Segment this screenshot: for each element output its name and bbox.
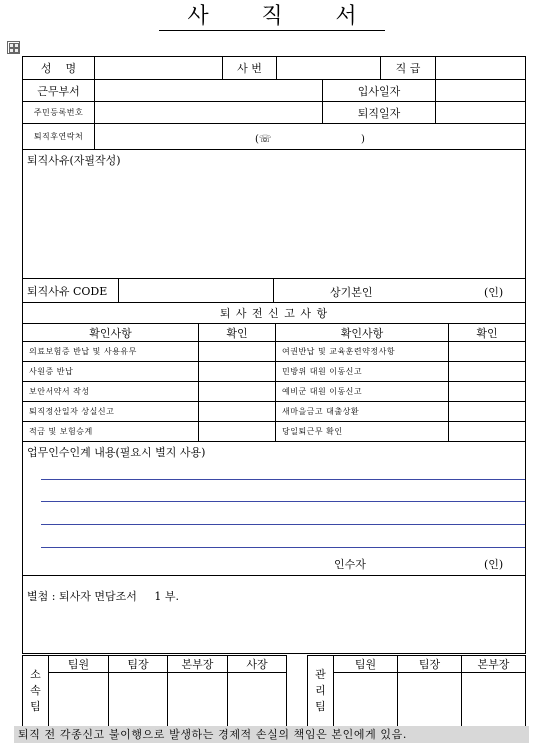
title-char: 사 (187, 4, 209, 29)
checklist-item: 새마을금고 대출상환 (276, 402, 449, 422)
receiver-label: 인수자 (334, 558, 366, 571)
attachment-section[interactable] (23, 576, 526, 654)
checklist-item: 적금 및 보험승계 (23, 422, 199, 442)
contact-field[interactable] (95, 124, 526, 150)
approval-col-header: 사장 (228, 656, 287, 673)
check-cell[interactable] (199, 422, 276, 442)
telephone-close: ) (361, 134, 365, 145)
join-date-label: 입사일자 (323, 80, 436, 102)
attachment-count: 1 부. (154, 590, 179, 603)
check-cell[interactable] (199, 382, 276, 402)
report-checklist-table (22, 302, 526, 442)
check-cell[interactable] (199, 362, 276, 382)
table-row (23, 382, 526, 402)
management-team-label: 관 리 팀 (308, 656, 334, 727)
resident-number-label: 주민등록번호 (23, 102, 95, 124)
table-row (23, 422, 526, 442)
name-label: 성 명 (23, 57, 95, 80)
check-cell[interactable] (449, 362, 526, 382)
table-row (23, 402, 526, 422)
signature-box[interactable] (228, 673, 287, 727)
approval-col-header: 팀원 (334, 656, 398, 673)
checklist-item: 당일퇴근무 확인 (276, 422, 449, 442)
column-header-item: 확인사항 (23, 324, 199, 342)
rank-field[interactable] (436, 57, 526, 80)
approval-col-header: 팀장 (109, 656, 168, 673)
checklist-item: 퇴직정산일자 상실신고 (23, 402, 199, 422)
check-cell[interactable] (199, 402, 276, 422)
leave-date-field[interactable] (436, 102, 526, 124)
title-char: 서 (335, 4, 357, 29)
check-cell[interactable] (449, 342, 526, 362)
approval-col-header: 본부장 (168, 656, 228, 673)
writing-line (41, 479, 525, 480)
employee-number-field[interactable] (277, 57, 381, 80)
department-label: 근무부서 (23, 80, 95, 102)
writing-line (41, 501, 525, 502)
reason-code-field[interactable] (119, 279, 274, 303)
table-row (23, 342, 526, 362)
signature-box[interactable] (462, 673, 526, 727)
page-title (0, 4, 544, 31)
reason-code-label: 퇴직사유 CODE (23, 279, 119, 303)
receiver-seal-mark: (인) (484, 558, 504, 571)
handover-table (22, 441, 526, 654)
writing-line (41, 547, 525, 548)
rank-label: 직 급 (381, 57, 436, 80)
table-row (23, 362, 526, 382)
check-cell[interactable] (449, 422, 526, 442)
checklist-item: 사원증 반납 (23, 362, 199, 382)
checklist-item: 여권반납 및 교육훈련약정사항 (276, 342, 449, 362)
checklist-item: 보안서약서 작성 (23, 382, 199, 402)
column-header-check: 확인 (449, 324, 526, 342)
contact-after-leave-label: 퇴직후연락처 (23, 124, 95, 150)
management-team-approval (307, 655, 526, 727)
signature-box[interactable] (334, 673, 398, 727)
telephone-mark: (☏ (255, 134, 272, 145)
checklist-item: 민방위 대원 이동신고 (276, 362, 449, 382)
self-confirm-cell (274, 279, 526, 303)
signature-box[interactable] (49, 673, 109, 727)
affiliated-team-label: 소 속 팀 (23, 656, 49, 727)
check-cell[interactable] (449, 382, 526, 402)
column-header-check: 확인 (199, 324, 276, 342)
checklist-item: 예비군 대원 이동신고 (276, 382, 449, 402)
join-date-field[interactable] (436, 80, 526, 102)
resignation-reason-table (22, 149, 526, 303)
reason-label: 퇴직사유(자필작성) (27, 154, 121, 167)
writing-line (41, 524, 525, 525)
footer-notice: 퇴직 전 각종신고 불이행으로 발생하는 경제적 손실의 책임은 본인에게 있음. (14, 726, 529, 743)
report-heading: 퇴 사 전 신 고 사 항 (23, 303, 526, 324)
leave-date-label: 퇴직일자 (323, 102, 436, 124)
approval-col-header: 팀원 (49, 656, 109, 673)
approval-col-header: 본부장 (462, 656, 526, 673)
attachment-label: 별첨 : 퇴사자 면담조서 (27, 590, 137, 603)
department-field[interactable] (95, 80, 323, 102)
approval-col-header: 팀장 (398, 656, 462, 673)
handover-label: 업무인수인계 내용(필요시 별지 사용) (27, 446, 206, 459)
employee-number-label: 사 번 (223, 57, 277, 80)
signature-box[interactable] (168, 673, 228, 727)
personal-info-table (22, 56, 526, 150)
title-char: 직 (261, 4, 283, 29)
name-field[interactable] (95, 57, 223, 80)
table-move-handle-icon[interactable] (7, 41, 20, 54)
affiliated-team-approval (22, 655, 287, 727)
seal-mark: (인) (484, 286, 504, 299)
reason-section[interactable] (23, 150, 526, 279)
signature-box[interactable] (109, 673, 168, 727)
check-cell[interactable] (199, 342, 276, 362)
handover-section[interactable] (23, 442, 526, 576)
self-confirm-label: 상기본인 (330, 286, 373, 299)
checklist-item: 의료보험증 반납 및 사용유무 (23, 342, 199, 362)
column-header-item: 확인사항 (276, 324, 449, 342)
check-cell[interactable] (449, 402, 526, 422)
resident-number-field[interactable] (95, 102, 323, 124)
signature-box[interactable] (398, 673, 462, 727)
